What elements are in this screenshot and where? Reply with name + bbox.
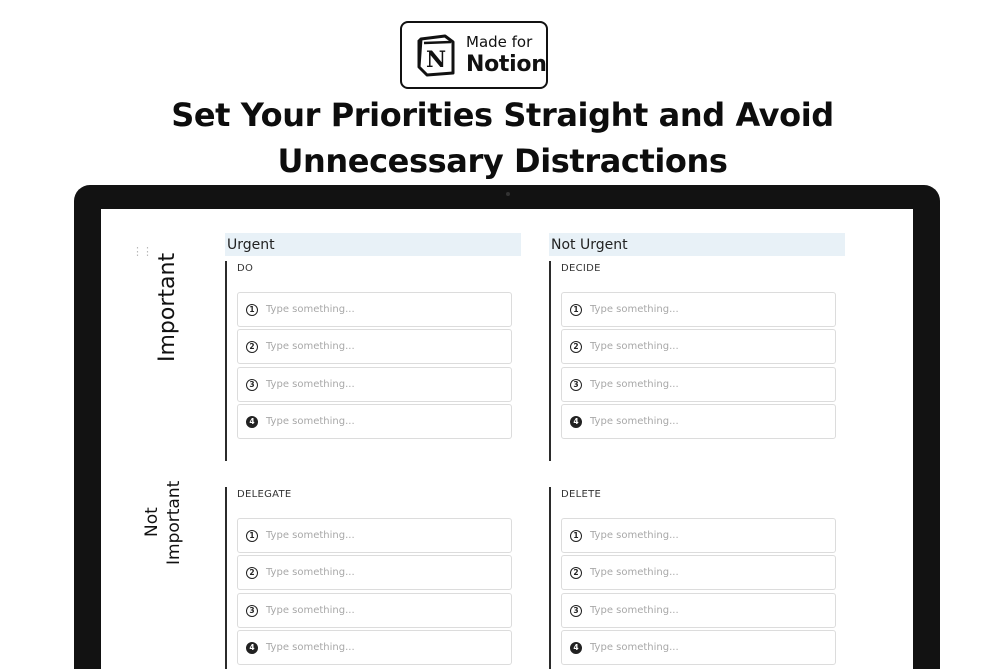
task-input[interactable] [561, 518, 836, 553]
quadrant-title: DO [237, 263, 254, 274]
column-header-urgent: Urgent [225, 233, 521, 256]
row-label-not-important: Not Important [142, 480, 184, 565]
task-input[interactable] [237, 518, 512, 553]
number-4-icon: 4 [570, 642, 582, 654]
task-placeholder: Type something... [590, 341, 679, 352]
task-placeholder: Type something... [590, 605, 679, 616]
number-1-icon: 1 [246, 304, 258, 316]
number-1-icon: 1 [246, 530, 258, 542]
number-3-icon: 3 [570, 605, 582, 617]
quadrant-do [225, 261, 515, 461]
number-3-icon: 3 [570, 379, 582, 391]
task-input[interactable] [237, 367, 512, 402]
task-input[interactable] [237, 329, 512, 364]
quadrant-title: DELEGATE [237, 489, 292, 500]
task-placeholder: Type something... [266, 416, 355, 427]
number-4-icon: 4 [570, 416, 582, 428]
task-input[interactable] [237, 292, 512, 327]
task-input[interactable] [237, 404, 512, 439]
task-input[interactable] [237, 593, 512, 628]
headline-line-2: Unnecessary Distractions [277, 142, 728, 180]
task-placeholder: Type something... [266, 341, 355, 352]
task-placeholder: Type something... [590, 304, 679, 315]
number-2-icon: 2 [570, 341, 582, 353]
number-1-icon: 1 [570, 530, 582, 542]
number-2-icon: 2 [246, 567, 258, 579]
task-input[interactable] [561, 404, 836, 439]
task-input[interactable] [561, 593, 836, 628]
task-placeholder: Type something... [266, 605, 355, 616]
notion-logo-icon [415, 33, 457, 77]
headline [0, 92, 1005, 184]
quadrant-delegate [225, 487, 515, 669]
quadrant-title: DELETE [561, 489, 602, 500]
drag-handle-icon[interactable]: ⋮⋮ [132, 246, 152, 258]
quadrant-decide [549, 261, 839, 461]
task-input[interactable] [561, 555, 836, 590]
task-placeholder: Type something... [590, 642, 679, 653]
row-label-important: Important [155, 252, 180, 363]
headline-line-1: Set Your Priorities Straight and Avoid [171, 96, 834, 134]
number-1-icon: 1 [570, 304, 582, 316]
task-placeholder: Type something... [590, 379, 679, 390]
made-for-notion-badge [400, 21, 548, 89]
task-input[interactable] [561, 292, 836, 327]
quadrant-title: DECIDE [561, 263, 601, 274]
task-placeholder: Type something... [266, 642, 355, 653]
laptop-screen [101, 209, 913, 669]
number-4-icon: 4 [246, 416, 258, 428]
quadrant-delete [549, 487, 839, 669]
task-placeholder: Type something... [266, 304, 355, 315]
task-input[interactable] [237, 630, 512, 665]
laptop-camera [506, 192, 510, 196]
task-input[interactable] [561, 329, 836, 364]
task-input[interactable] [561, 367, 836, 402]
task-input[interactable] [237, 555, 512, 590]
badge-notion-text: Notion [466, 52, 547, 77]
column-header-not-urgent: Not Urgent [549, 233, 845, 256]
task-placeholder: Type something... [266, 567, 355, 578]
task-placeholder: Type something... [266, 379, 355, 390]
task-placeholder: Type something... [590, 416, 679, 427]
task-placeholder: Type something... [590, 530, 679, 541]
svg-text:N: N [425, 47, 447, 73]
number-2-icon: 2 [246, 341, 258, 353]
number-2-icon: 2 [570, 567, 582, 579]
number-3-icon: 3 [246, 605, 258, 617]
task-placeholder: Type something... [266, 530, 355, 541]
number-3-icon: 3 [246, 379, 258, 391]
number-4-icon: 4 [246, 642, 258, 654]
badge-made-for-text: Made for [466, 33, 533, 51]
task-placeholder: Type something... [590, 567, 679, 578]
task-input[interactable] [561, 630, 836, 665]
